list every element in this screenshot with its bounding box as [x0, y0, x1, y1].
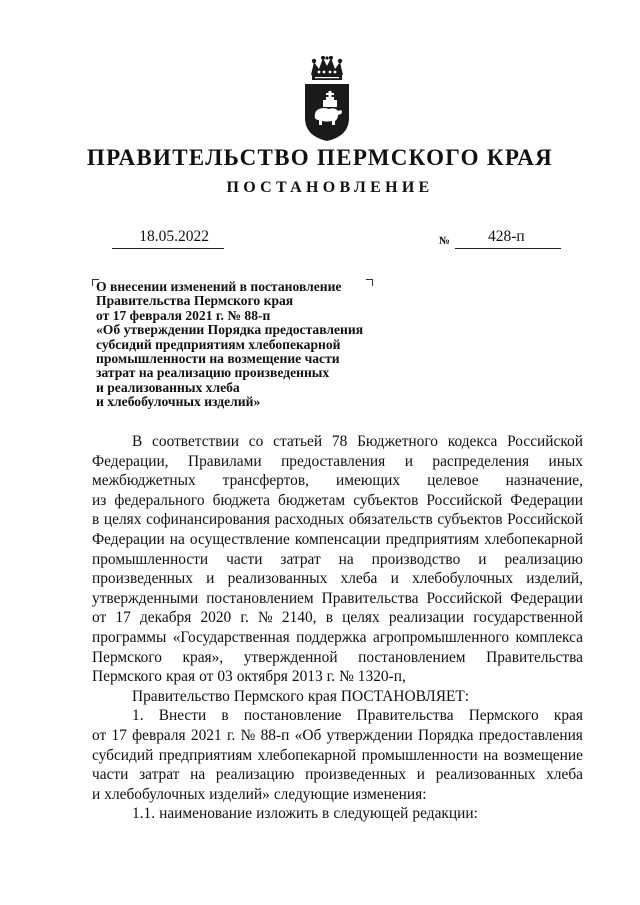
decree-subject	[96, 280, 416, 410]
body-line: Федерации на осуществление компенсации предприятиям хлебопекарной	[92, 530, 583, 548]
body-line: субсидий предприятиям хлебопекарной промышленности на возмещение	[92, 746, 583, 764]
body-paragraph	[92, 432, 583, 687]
number-label: №	[439, 235, 451, 247]
body-paragraph	[92, 687, 583, 707]
body-line: утвержденными постановлением Правительства Российской Федерации	[92, 589, 583, 607]
body-line: от 17 февраля 2021 г. № 88-п «Об утверждении Порядка предоставления	[92, 726, 583, 744]
government-title: ПРАВИТЕЛЬСТВО ПЕРМСКОГО КРАЯ	[86, 145, 554, 170]
decree-date: 18.05.2022	[139, 228, 209, 245]
body-line: 1. Внести в постановление Правительства Пермского края	[132, 707, 583, 725]
subject-line: от 17 февраля 2021 г. № 88-п	[96, 307, 271, 323]
coat-of-arms-icon	[302, 56, 352, 142]
subject-line: субсидий предприятиям хлебопекарной	[96, 336, 341, 352]
body-line: Пермского края от 03 октября 2013 г. № 1320-п,	[92, 668, 406, 686]
body-line: части затрат на реализацию произведенных и реализованных хлеба	[92, 766, 583, 784]
subject-line: О внесении изменений в постановление	[96, 279, 342, 294]
subject-line: затрат на реализацию произведенных	[96, 365, 330, 381]
body-line: программы «Государственная поддержка агропромышленного комплекса	[92, 628, 583, 646]
subject-line: Правительства Пермского края	[96, 293, 294, 309]
subject-line: «Об утверждении Порядка предоставления	[96, 322, 364, 338]
body-line: В соответствии со статьей 78 Бюджетного кодекса Российской	[132, 433, 583, 450]
body-line: 1.1. наименование изложить в следующей редакции:	[132, 805, 478, 823]
body-line: в целях софинансирования расходных обязательств субъектов Российской	[92, 511, 583, 529]
document-type: ПОСТАНОВЛЕНИЕ	[226, 179, 434, 196]
subject-line: и хлебобулочных изделий»	[96, 394, 261, 410]
body-line: из федерального бюджета бюджетам субъектов Российской Федерации	[92, 491, 583, 509]
body-line: и хлебобулочных изделий» следующие изменения:	[92, 785, 427, 803]
body-line: межбюджетных трансфертов, имеющих целевое назначение,	[92, 472, 583, 490]
body-line: Правительство Пермского края ПОСТАНОВЛЯЕТ:	[132, 687, 470, 705]
subject-line: промышленности на возмещение части	[96, 351, 340, 367]
body-paragraph	[92, 804, 583, 824]
subject-line: и реализованных хлеба	[96, 379, 240, 395]
body-line: промышленности части затрат на производство и реализацию	[92, 550, 583, 568]
decree-number: 428-п	[488, 228, 525, 245]
decree-number-field	[455, 226, 561, 249]
body-line: Федерации, Правилами предоставления и распределения иных	[92, 452, 583, 470]
decree-date-field	[112, 226, 224, 249]
body-paragraph	[92, 706, 583, 804]
body-line: произведенных и реализованных хлеба и хлебобулочных изделий,	[92, 570, 583, 588]
decree-body	[92, 432, 583, 824]
body-line: Пермского края», утвержденной постановлением Правительства	[92, 648, 583, 666]
body-line: от 17 декабря 2020 г. № 2140, в целях реализации государственной	[92, 609, 583, 627]
